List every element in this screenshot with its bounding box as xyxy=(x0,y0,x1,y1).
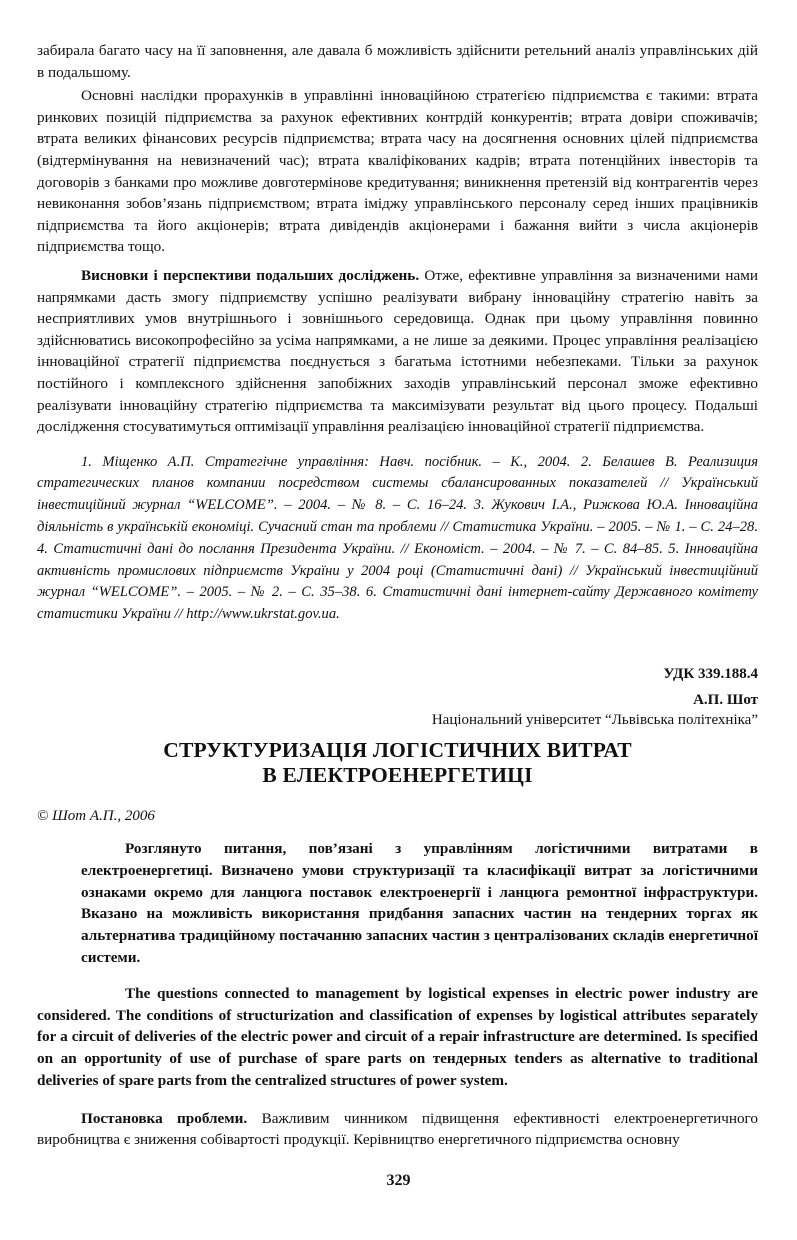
problem-text: Важливим чинником підвищення ефективності електроенергетичного виробництва є зниження собівартості продукції. Керівництво енергетичного підприємства основну xyxy=(37,1109,758,1149)
paragraph-problem-statement xyxy=(37,1108,758,1151)
conclusions-text: Отже, ефективне управління за визначеними нами напрямками дасть змогу підприємству успішно реалізувати вибрану інноваційну стратегію навіть за несприятливих умов внутрішнього і зовнішнього середовища. Однак при цьому управління повинно здійснюватись високопрофесійно за усіма напрямками, а не лише за деякими. Процес управління реалізацією інноваційної стратегії підприємства поєднується з багатьма істотними небезпеками. Тільки за рахунок постійного і комплексного здійснення запобіжних заходів управлінський персонал зможе ефективно реалізувати інноваційну стратегію підприємства та максимізувати результат від цього процесу. Подальші дослідження стосуватимуться оптимізації управління реалізацією інноваційної стратегії підприємства. xyxy=(37,266,758,436)
copyright-note: © Шот А.П., 2006 xyxy=(37,808,155,825)
conclusions-heading: Висновки і перспективи подальших досліджень. xyxy=(81,266,420,284)
abstract-english: The questions connected to management by logistical expenses in electric power industry are considered. The conditions of structurization and classification of expenses by logistical attributes separately for a circuit of deliveries of the electric power and circuit of a repair infrastructure are determined. Is specified on an opportunity of use of purchase of spare parts on тендерных tenders as alternative to traditional deliveries of spare parts from the centralized structures of power system. xyxy=(37,984,758,1090)
paragraph-consequences: Основні наслідки прорахунків в управлінні інноваційною стратегією підприємства є такими: втрата ринкових позицій підприємства за рахунок ефективних контрдій конкурентів; втрата довіри споживачів; втрата великих фінансових ресурсів підприємства; втрата часу на досягнення основних цілей підприємства (відтермінування на невизначений час); втрата кваліфікованих кадрів; втрата потенційних інвесторів та договорів з банками про можливе довготермінове кредитування; виникнення претензій від контрагентів через невиконання зобов’язань підприємством; втрата іміджу управлінського персоналу серед інших працівників підприємства та його акціонерів; втрата дивідендів акціонерами і бажання вийти з числа акціонерів підприємства тощо. xyxy=(37,87,758,256)
abstract-ukrainian: Розглянуто питання, пов’язані з управлінням логістичними витратами в електроенергетиці. Визначено умови структуризації та класифікації витрат за логістичними ознаками окремо для ланцюга поставок електроенергії і ланцюга ремонтної інфраструктури. Вказано на можливість використання придбання запасних частин на тендерних торгах як альтернатива традиційному постачанню запасних частин з централізованих складів енергетичної системи. xyxy=(81,840,758,967)
udk-code: УДК 339.188.4 xyxy=(663,666,758,683)
problem-heading: Постановка проблеми. xyxy=(81,1109,248,1127)
author-affiliation: Національний університет “Львівська політехніка” xyxy=(431,712,758,729)
paragraph-conclusions xyxy=(37,265,758,438)
references-list: 1. Міщенко А.П. Стратегічне управління: Навч. посібник. – К., 2004. 2. Белашев В. Реализиция стратегических планов компании посредством системы сбалансированных показателей // Український інвестиційний журнал “WELCOME”. – 2004. – № 8. – С. 16–24. 3. Жукович І.А., Рижкова Ю.А. Інноваційна діяльність в українській економіці. Сучасний стан та проблеми // Статистика України. – 2005. – № 1. – С. 24–28. 4. Статистичні дані до послання Президента України. // Економіст. – 2004. – № 7. – С. 84–85. 5. Інноваційна активність промислових підприємств України у 2004 році (Статистичні дані) // Український інвестиційний журнал “WELCOME”. – 2005. – № 2. – С. 35–38. 6. Статистичні дані інтернет-сайту Державного комітету статистики України // http://www.ukrstat.gov.ua. xyxy=(37,453,758,623)
page-number: 329 xyxy=(386,1172,411,1189)
article-page xyxy=(37,40,758,1151)
title-line-2: В ЕЛЕКТРОЕНЕРГЕТИЦІ xyxy=(262,763,533,788)
article-title xyxy=(37,738,758,788)
title-line-1: СТРУКТУРИЗАЦІЯ ЛОГІСТИЧНИХ ВИТРАТ xyxy=(163,738,632,763)
paragraph-continuation: забирала багато часу на її заповнення, але давала б можливість здійснити ретельний аналіз управлінських дій в подальшому. xyxy=(37,42,758,81)
author-name: А.П. Шот xyxy=(693,692,758,709)
